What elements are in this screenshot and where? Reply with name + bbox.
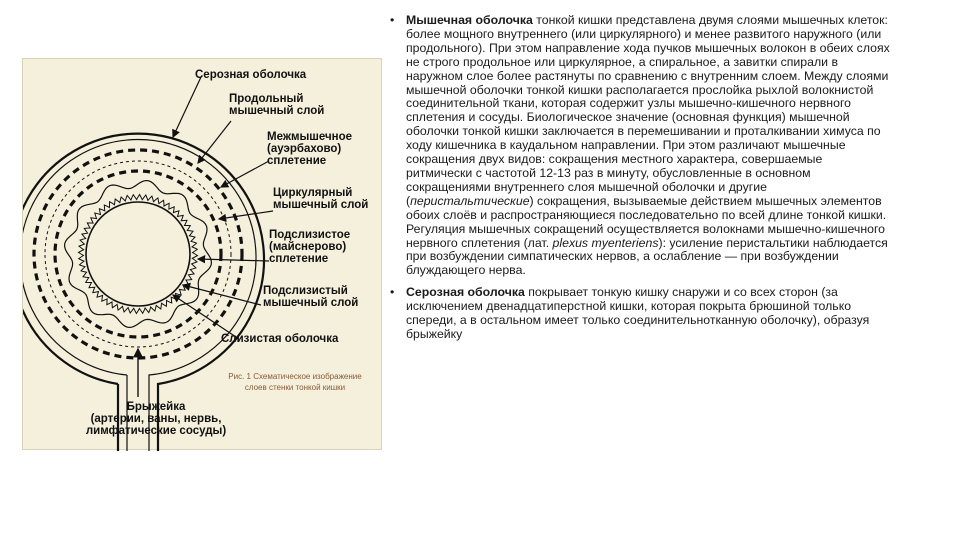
bullet-dot: • (390, 13, 395, 27)
label-longitudinal-muscle: Продольный мышечный слой (229, 93, 325, 117)
label-intermuscular-plexus: Межмышечное (ауэрбахово) сплетение (267, 131, 353, 167)
bullet-muscular-membrane (390, 14, 890, 278)
bullet-serous-membrane (390, 286, 890, 342)
term-serous-membrane: Серозная оболочка (406, 285, 525, 300)
label-submucosal-plexus: Подслизистое (майснерово) сплетение (269, 229, 351, 265)
label-serous-membrane: Серозная оболочка (195, 69, 307, 81)
italic-peristaltic: перистальтические (410, 193, 530, 208)
intestine-wall-diagram (22, 58, 382, 450)
label-mesentery: Брыжейка (артерии, ваны, нервь, лимфатические сосуды) (85, 401, 227, 437)
mucosa-inner-line (86, 202, 190, 306)
mucosa-layer (79, 195, 198, 314)
text-column (390, 14, 890, 342)
term-muscular-membrane: Мышечная оболочка (406, 13, 533, 27)
intermuscular-plexus (45, 161, 231, 347)
label-mucosa: Слизистая оболочка (221, 333, 339, 345)
figure-caption: Рис. 1 Схематическое изображение слоев стенки тонкой кишки (228, 372, 362, 392)
paragraph-text-part-2: ) сокращения, вызываемые действием мышечных элементов обоих слоёв и распространяющиеся последовательно по всей длине тонкой кишки. Регуляция мышечных сокращений осуществляется волокнами мышечно-кишечного нервного сплетения (лат. (406, 193, 887, 250)
label-submucosa: Подслизистый мышечный слой (263, 285, 359, 309)
longitudinal-muscle-layer (34, 150, 242, 358)
paragraph-text: покрывает тонкую кишку снаружи и со всех сторон (за исключением двенадцатиперстной кишки, которая покрыта брюшиной только спереди, а в остальном имеет только соединительнотканную оболочку), образуя брыжейку (406, 285, 870, 341)
bullet-dot: • (390, 285, 395, 300)
label-circular-muscle: Циркулярный мышечный слой (273, 187, 369, 211)
paragraph-text-part-3: ): усиление перистальтики наблюдается при возбуждении симпатических нервов, а ослабление — при возбуждении блуждающего нерва. (406, 235, 888, 278)
italic-latin-term: plexus myenteriens (552, 235, 659, 250)
paragraph-text-part-1: тонкой кишки представлена двумя слоями мышечных клеток: более мощного внутреннего (или циркулярного) и менее развитого наружного (или продольного). При этом направление хода пучков мышечных волокон в обеих слоях не строго продольное или циркулярное, а спиральное, а завитки спирали в наружном слое более растянуты по сравнению с внутренним слоем. Между слоями мышечной оболочки тонкой кишки располагается прослойка рыхлой волокнистой соединительной ткани, которая содержит узлы мышечно-кишечного нервного сплетения и сосуды. Биологическое значение (основная функция) мышечной оболочки тонкой кишки заключается в перемешивании и проталкивании химуса по ходу кишечника в каудальном направлении. При этом различают мышечные сокращения двух видов: сокращения местного характера, совершаемые ритмически с частотой 12-13 раз в минуту, обусловленные в основном сокращениями внутреннего слоя мышечной оболочки и другие ( (406, 13, 890, 208)
circular-muscle-layer (55, 171, 221, 337)
